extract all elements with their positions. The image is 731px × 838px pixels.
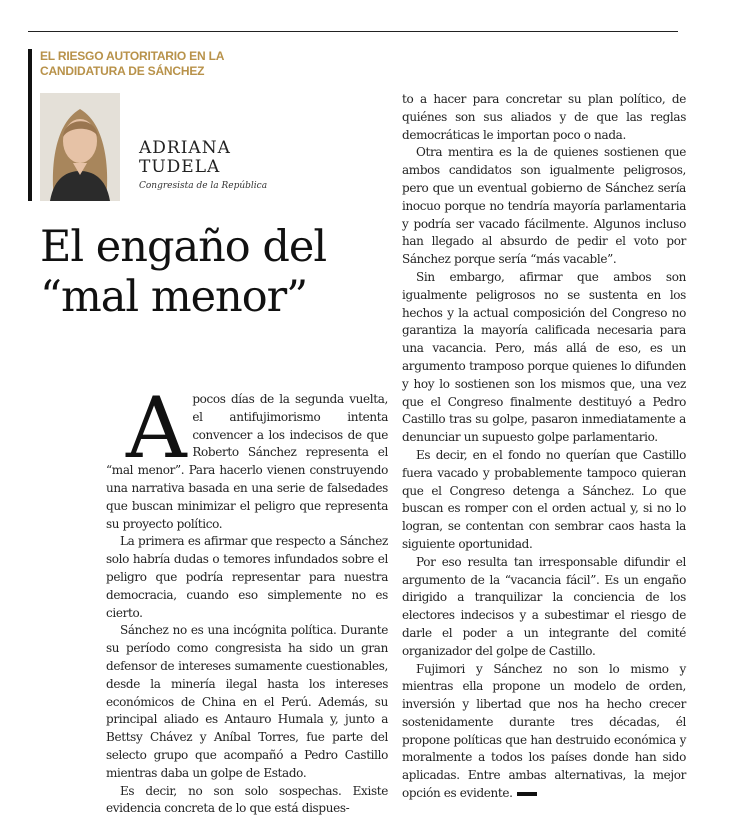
paragraph-8: Por eso resulta tan irresponsable difundir el argumento de la “vacancia fácil”. Es un engaño dirigido a tranquilizar la conciencia de los electores indecisos y a subestimar el riesgo de darle el poder a un integrante del comité organizador del golpe de Castillo. bbox=[402, 554, 686, 658]
paragraph-1-text: pocos días de la segunda vuelta, el antifujimorismo intenta convencer a los indecisos de que Roberto Sánchez representa el “mal menor”. Para hacerlo vienen construyendo una narrativa basada en una serie de falsedades que buscan minimizar el peligro que representa su proyecto político. bbox=[106, 392, 388, 531]
drop-cap: A bbox=[126, 379, 187, 477]
paragraph-3: Sánchez no es una incógnita política. Durante su período como congresista ha sido un gran defensor de intereses sumamente cuestionables, desde la minería ilegal hasta los intereses económicos de China en el Perú. Además, su principal aliado es Antauro Humala y, junto a Bettsy Chávez y Aníbal Torres, fue parte del selecto grupo que acompañó a Pedro Castillo mientras daba un golpe de Estado. bbox=[106, 623, 388, 780]
top-rule bbox=[28, 31, 678, 32]
body-column-left bbox=[106, 379, 388, 818]
author-name bbox=[139, 139, 231, 177]
headline-line-2: “mal menor” bbox=[40, 272, 308, 322]
paragraph-6: Sin embargo, afirmar que ambos son igualmente peligrosos no se sustenta en los hechos y la actual composición del Congreso no garantiza la mayoría calificada necesaria para una vacancia. Pero, más allá de eso, es un argumento tramposo porque quienes lo difunden y hoy lo sostienen son los mismos que, una vez que el Congreso finalmente destituyó a Pedro Castillo tras su golpe, pasaron inmediatamente a denunciar un supuesto golpe parlamentario. bbox=[402, 269, 686, 445]
section-kicker: EL RIESGO AUTORITARIO EN LA CANDIDATURA DE SÁNCHEZ bbox=[40, 49, 224, 78]
paragraph-5: Otra mentira es la de quienes sostienen que ambos candidatos son igualmente peligrosos, pero que un eventual gobierno de Sánchez sería inocuo porque no tendría mayoría parlamentaria y podría ser vacado fácilmente. Algunos incluso han llegado al absurdo de pedir el voto por Sánchez porque sería “más vacable”. bbox=[402, 145, 686, 267]
author-role: Congresista de la República bbox=[139, 181, 268, 191]
author-portrait-image bbox=[40, 93, 120, 201]
paragraph-9 bbox=[402, 661, 686, 803]
paragraph-9-text: Fujimori y Sánchez no son lo mismo y mientras ella propone un modelo de orden, inversión y libertad que nos ha hecho crecer sostenidamente durante tres décadas, él propone políticas que han destruido económica y moralmente a todos los países donde han sido aplicadas. Entre ambas alternativas, la mejor opción es evidente. bbox=[402, 661, 686, 801]
headline-line-1: El engaño del bbox=[40, 222, 327, 272]
paragraph-1 bbox=[106, 379, 388, 533]
paragraph-7: Es decir, en el fondo no querían que Castillo fuera vacado y probablemente tampoco quieran que el Congreso detenga a Sánchez. Lo que buscan es romper con el orden actual y, si no lo logran, se contentan con sembrar caos hasta la siguiente oportunidad. bbox=[402, 447, 686, 551]
paragraph-2: La primera es afirmar que respecto a Sánchez solo habría dudas o temores infundados sobre el peligro que podría representar para nuestra democracia, cuando eso simplemente no es cierto. bbox=[106, 534, 388, 620]
author-photo bbox=[40, 93, 120, 201]
body-column-right bbox=[402, 91, 686, 803]
paragraph-4-end: to a hacer para concretar su plan político, de quiénes son sus aliados y de que las reglas democráticas le importan poco o nada. bbox=[402, 92, 686, 142]
author-last-name: TUDELA bbox=[139, 157, 221, 177]
paragraph-4-start: Es decir, no son solo sospechas. Existe evidencia concreta de lo que está dispues- bbox=[106, 783, 388, 816]
headline bbox=[40, 222, 400, 322]
author-first-name: ADRIANA bbox=[139, 138, 231, 158]
section-bar bbox=[28, 49, 32, 201]
end-mark bbox=[517, 792, 537, 796]
